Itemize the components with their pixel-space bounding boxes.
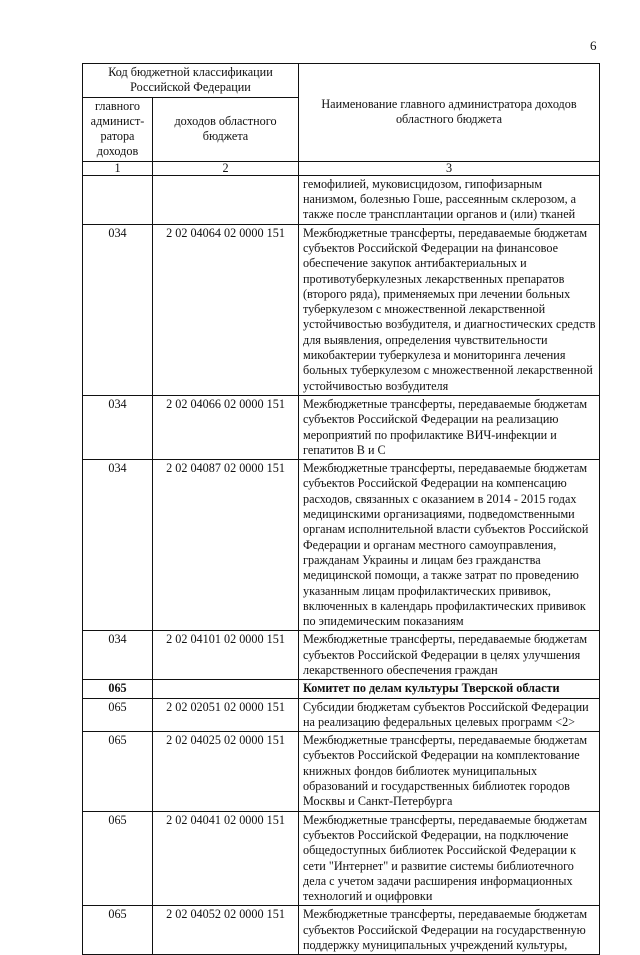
description-cell: гемофилией, муковисцидозом, гипофизарным нанизмом, болезнью Гоше, рассеянным склерозом, а также после трансплантации органов и (или) тканей — [299, 175, 600, 224]
column-number-1: 1 — [83, 161, 153, 175]
table-row — [83, 460, 600, 631]
income-code-cell: 2 02 04052 02 0000 151 — [153, 906, 299, 955]
admin-code-cell: 034 — [83, 631, 153, 680]
column-number-row — [83, 161, 600, 175]
description-cell: Межбюджетные трансферты, передаваемые бюджетам субъектов Российской Федерации на финансовое обеспечение закупок антибактериальных и противотуберкулезных лекарственных препаратов (второго ряда), применяемых при лечении больных туберкулезом с множественной лекарственной устойчивостью возбудителя, и диагностических средств для выявления, определения чувствительности микобактерии туберкулеза и мониторинга лечения больных туберкулезом с множественной лекарственной устойчивостью возбудителя — [299, 224, 600, 395]
table-row — [83, 224, 600, 395]
description-cell: Комитет по делам культуры Тверской области — [299, 680, 600, 698]
income-code-cell: 2 02 04087 02 0000 151 — [153, 460, 299, 631]
column-number-2: 2 — [153, 161, 299, 175]
income-code-cell: 2 02 04101 02 0000 151 — [153, 631, 299, 680]
table-row — [83, 680, 600, 698]
income-code-cell: 2 02 04041 02 0000 151 — [153, 811, 299, 906]
header-name-cell: Наименование главного администратора доходов областного бюджета — [299, 64, 600, 162]
description-cell: Межбюджетные трансферты, передаваемые бюджетам субъектов Российской Федерации, на подключение общедоступных библиотек Российской Федерации к сети "Интернет" и развитие системы библиотечного дела с учетом задачи расширения информационных технологий и оцифровки — [299, 811, 600, 906]
column-number-3: 3 — [299, 161, 600, 175]
header-code-cell: доходов областного бюджета — [153, 97, 299, 161]
admin-code-cell — [83, 175, 153, 224]
admin-code-cell: 065 — [83, 732, 153, 811]
table-row — [83, 811, 600, 906]
description-cell: Межбюджетные трансферты, передаваемые бюджетам субъектов Российской Федерации на компенсацию расходов, связанных с оказанием в 2014 - 2015 годах медицинскими организациями, подведомственными органам исполнительной власти субъектов Российской Федерации и органам местного самоуправления, гражданам Украины и лицам без гражданства медицинской помощи, а также затрат по проведению указанным лицам профилактических прививок, включенных в календарь профилактических прививок по эпидемическим показаниям — [299, 460, 600, 631]
budget-classification-table — [82, 63, 600, 955]
description-cell: Межбюджетные трансферты, передаваемые бюджетам субъектов Российской Федерации на комплектование книжных фондов библиотек муниципальных образований и государственных библиотек городов Москвы и Санкт-Петербурга — [299, 732, 600, 811]
table-row — [83, 698, 600, 732]
table-row — [83, 732, 600, 811]
description-cell: Межбюджетные трансферты, передаваемые бюджетам субъектов Российской Федерации на реализацию мероприятий по профилактике ВИЧ-инфекции и гепатитов В и С — [299, 395, 600, 459]
income-code-cell: 2 02 04066 02 0000 151 — [153, 395, 299, 459]
table-row — [83, 631, 600, 680]
table-row — [83, 906, 600, 955]
admin-code-cell: 034 — [83, 460, 153, 631]
income-code-cell — [153, 680, 299, 698]
admin-code-cell: 065 — [83, 680, 153, 698]
income-code-cell: 2 02 02051 02 0000 151 — [153, 698, 299, 732]
description-cell: Межбюджетные трансферты, передаваемые бюджетам субъектов Российской Федерации на государственную поддержку муниципальных учреждений культуры, — [299, 906, 600, 955]
header-admin-cell: главного админист-ратора доходов — [83, 97, 153, 161]
admin-code-cell: 065 — [83, 698, 153, 732]
admin-code-cell: 034 — [83, 224, 153, 395]
page-number: 6 — [590, 38, 597, 53]
income-code-cell: 2 02 04064 02 0000 151 — [153, 224, 299, 395]
admin-code-cell: 065 — [83, 906, 153, 955]
admin-code-cell: 065 — [83, 811, 153, 906]
table-row — [83, 395, 600, 459]
admin-code-cell: 034 — [83, 395, 153, 459]
income-code-cell: 2 02 04025 02 0000 151 — [153, 732, 299, 811]
header-group-cell: Код бюджетной классификации Российской Федерации — [83, 64, 299, 98]
description-cell: Межбюджетные трансферты, передаваемые бюджетам субъектов Российской Федерации в целях улучшения лекарственного обеспечения граждан — [299, 631, 600, 680]
income-code-cell — [153, 175, 299, 224]
description-cell: Субсидии бюджетам субъектов Российской Федерации на реализацию федеральных целевых программ <2> — [299, 698, 600, 732]
table-row — [83, 175, 600, 224]
header-row-1 — [83, 64, 600, 98]
